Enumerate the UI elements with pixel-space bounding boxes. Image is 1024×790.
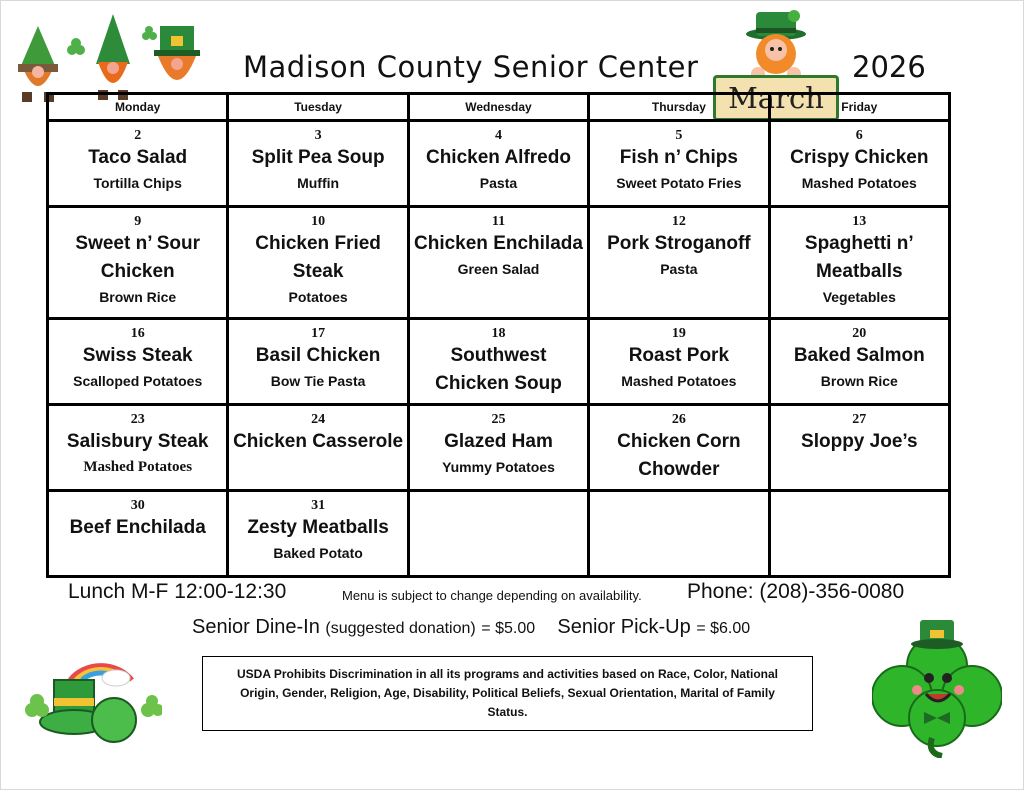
cell-date: 2 xyxy=(134,128,142,143)
cell-main-dish: Swiss Steak xyxy=(82,345,193,366)
day-header-wednesday: Wednesday xyxy=(408,94,588,121)
cell-date: 11 xyxy=(491,214,506,229)
pickup-price: = $6.00 xyxy=(696,620,751,637)
cell-main-dish: Sloppy Joe’s xyxy=(801,431,918,452)
cell-date: 25 xyxy=(491,412,506,427)
day-cell xyxy=(769,319,949,405)
cell-side-dish: Potatoes xyxy=(288,289,348,305)
cell-date: 26 xyxy=(671,412,686,427)
day-cell xyxy=(48,319,228,405)
cell-main-dish: Chicken Corn Chowder xyxy=(617,431,741,480)
cell-side-dish: Mashed Potatoes xyxy=(621,373,737,389)
week-row xyxy=(48,207,950,319)
cell-side-dish: Sweet Potato Fries xyxy=(616,175,742,191)
cell-side-dish: Vegetables xyxy=(822,289,896,305)
pot-of-gold-icon xyxy=(12,640,162,750)
week-row xyxy=(48,491,950,577)
day-cell xyxy=(589,405,769,491)
cell-date: 24 xyxy=(311,412,326,427)
cell-side-dish: Yummy Potatoes xyxy=(442,459,555,475)
gnomes-icon xyxy=(8,6,208,106)
cell-date: 6 xyxy=(855,128,863,143)
menu-calendar xyxy=(46,92,951,578)
day-cell xyxy=(769,207,949,319)
cell-main-dish: Chicken Alfredo xyxy=(425,147,571,168)
cell-date: 27 xyxy=(852,412,867,427)
cell-main-dish: Baked Salmon xyxy=(793,345,925,366)
dine-in-label: Senior Dine-In xyxy=(192,616,320,638)
cell-side-dish: Baked Potato xyxy=(273,545,363,561)
cell-main-dish: Southwest Chicken Soup xyxy=(435,345,562,394)
cell-date: 17 xyxy=(311,326,326,341)
day-cell xyxy=(408,319,588,405)
day-cell xyxy=(589,319,769,405)
cell-main-dish: Beef Enchilada xyxy=(69,517,206,538)
cell-side-dish: Brown Rice xyxy=(99,289,177,305)
lunch-hours: Lunch M-F 12:00-12:30 xyxy=(68,580,287,603)
day-cell xyxy=(769,405,949,491)
day-cell xyxy=(408,207,588,319)
pickup-label: Senior Pick-Up xyxy=(557,616,691,638)
day-cell xyxy=(769,121,949,207)
day-cell xyxy=(48,491,228,577)
cell-main-dish: Roast Pork xyxy=(628,345,730,366)
dine-in-note: (suggested donation) xyxy=(325,620,476,637)
cell-date: 4 xyxy=(494,128,502,143)
day-header-thursday: Thursday xyxy=(589,94,769,121)
cell-side-dish: Mashed Potatoes xyxy=(801,175,917,191)
day-cell xyxy=(48,121,228,207)
day-cell xyxy=(228,405,408,491)
cell-main-dish: Basil Chicken xyxy=(255,345,381,366)
day-cell xyxy=(228,491,408,577)
cell-date: 13 xyxy=(852,214,867,229)
day-cell xyxy=(589,121,769,207)
cell-main-dish: Crispy Chicken xyxy=(790,147,929,168)
cell-side-dish: Brown Rice xyxy=(820,373,898,389)
cell-date: 31 xyxy=(311,498,326,513)
cell-date: 12 xyxy=(671,214,686,229)
cell-main-dish: Salisbury Steak xyxy=(66,431,209,452)
cell-main-dish: Sweet n’ Sour Chicken xyxy=(75,233,200,282)
cell-side-dish: Pasta xyxy=(479,175,518,191)
cell-date: 5 xyxy=(675,128,683,143)
week-row xyxy=(48,121,950,207)
year-label: 2026 xyxy=(852,50,926,84)
cell-main-dish: Fish n’ Chips xyxy=(619,147,738,168)
cell-date: 16 xyxy=(130,326,145,341)
cell-main-dish: Chicken Casserole xyxy=(233,431,404,452)
phone-number: Phone: (208)-356-0080 xyxy=(687,580,905,603)
cell-date: 18 xyxy=(491,326,506,341)
cell-main-dish: Split Pea Soup xyxy=(251,147,385,168)
usda-notice: USDA Prohibits Discrimination in all its programs and activities based on Race, Color, National Origin, Gender, Religion, Age, Disability, Political Beliefs, Sexual Orientation, Marital of Family Status. xyxy=(202,656,813,731)
cell-main-dish: Glazed Ham xyxy=(444,431,553,452)
cell-main-dish: Taco Salad xyxy=(88,147,188,168)
cell-main-dish: Pork Stroganoff xyxy=(607,233,751,254)
day-cell-empty xyxy=(589,491,769,577)
cell-side-dish: Bow Tie Pasta xyxy=(270,373,366,389)
day-cell xyxy=(408,121,588,207)
day-cell xyxy=(48,207,228,319)
leprechaun-icon xyxy=(736,4,816,84)
cell-side-dish: Mashed Potatoes xyxy=(83,459,193,475)
availability-note: Menu is subject to change depending on availability. xyxy=(342,588,642,603)
cell-main-dish: Zesty Meatballs xyxy=(247,517,389,538)
cell-main-dish: Chicken Enchilada xyxy=(414,233,583,254)
cell-date: 3 xyxy=(314,128,322,143)
cell-side-dish: Tortilla Chips xyxy=(93,175,182,191)
cell-side-dish: Muffin xyxy=(297,175,340,191)
week-row xyxy=(48,405,950,491)
cell-main-dish: Spaghetti n’ Meatballs xyxy=(804,233,914,282)
cell-date: 9 xyxy=(134,214,142,229)
cell-side-dish: Scalloped Potatoes xyxy=(73,373,203,389)
day-header-friday: Friday xyxy=(769,94,949,121)
cell-date: 19 xyxy=(671,326,686,341)
day-cell xyxy=(228,207,408,319)
weekday-header-row xyxy=(48,94,950,121)
day-cell-empty xyxy=(769,491,949,577)
page-title: Madison County Senior Center xyxy=(243,50,699,84)
day-header-monday: Monday xyxy=(48,94,228,121)
cell-date: 23 xyxy=(130,412,145,427)
day-cell xyxy=(228,121,408,207)
cell-date: 30 xyxy=(130,498,145,513)
day-cell xyxy=(408,405,588,491)
day-cell-empty xyxy=(408,491,588,577)
day-header-tuesday: Tuesday xyxy=(228,94,408,121)
cell-date: 20 xyxy=(852,326,867,341)
day-cell xyxy=(228,319,408,405)
pricing-line xyxy=(192,616,750,639)
cell-side-dish: Pasta xyxy=(660,261,698,277)
day-cell xyxy=(48,405,228,491)
cell-main-dish: Chicken Fried Steak xyxy=(255,233,381,282)
month-badge-text: March xyxy=(728,81,824,115)
cell-date: 10 xyxy=(311,214,326,229)
week-row xyxy=(48,319,950,405)
dine-in-price: = $5.00 xyxy=(481,620,536,637)
cell-side-dish: Green Salad xyxy=(457,261,540,277)
day-cell xyxy=(589,207,769,319)
shamrock-character-icon xyxy=(872,608,1002,758)
